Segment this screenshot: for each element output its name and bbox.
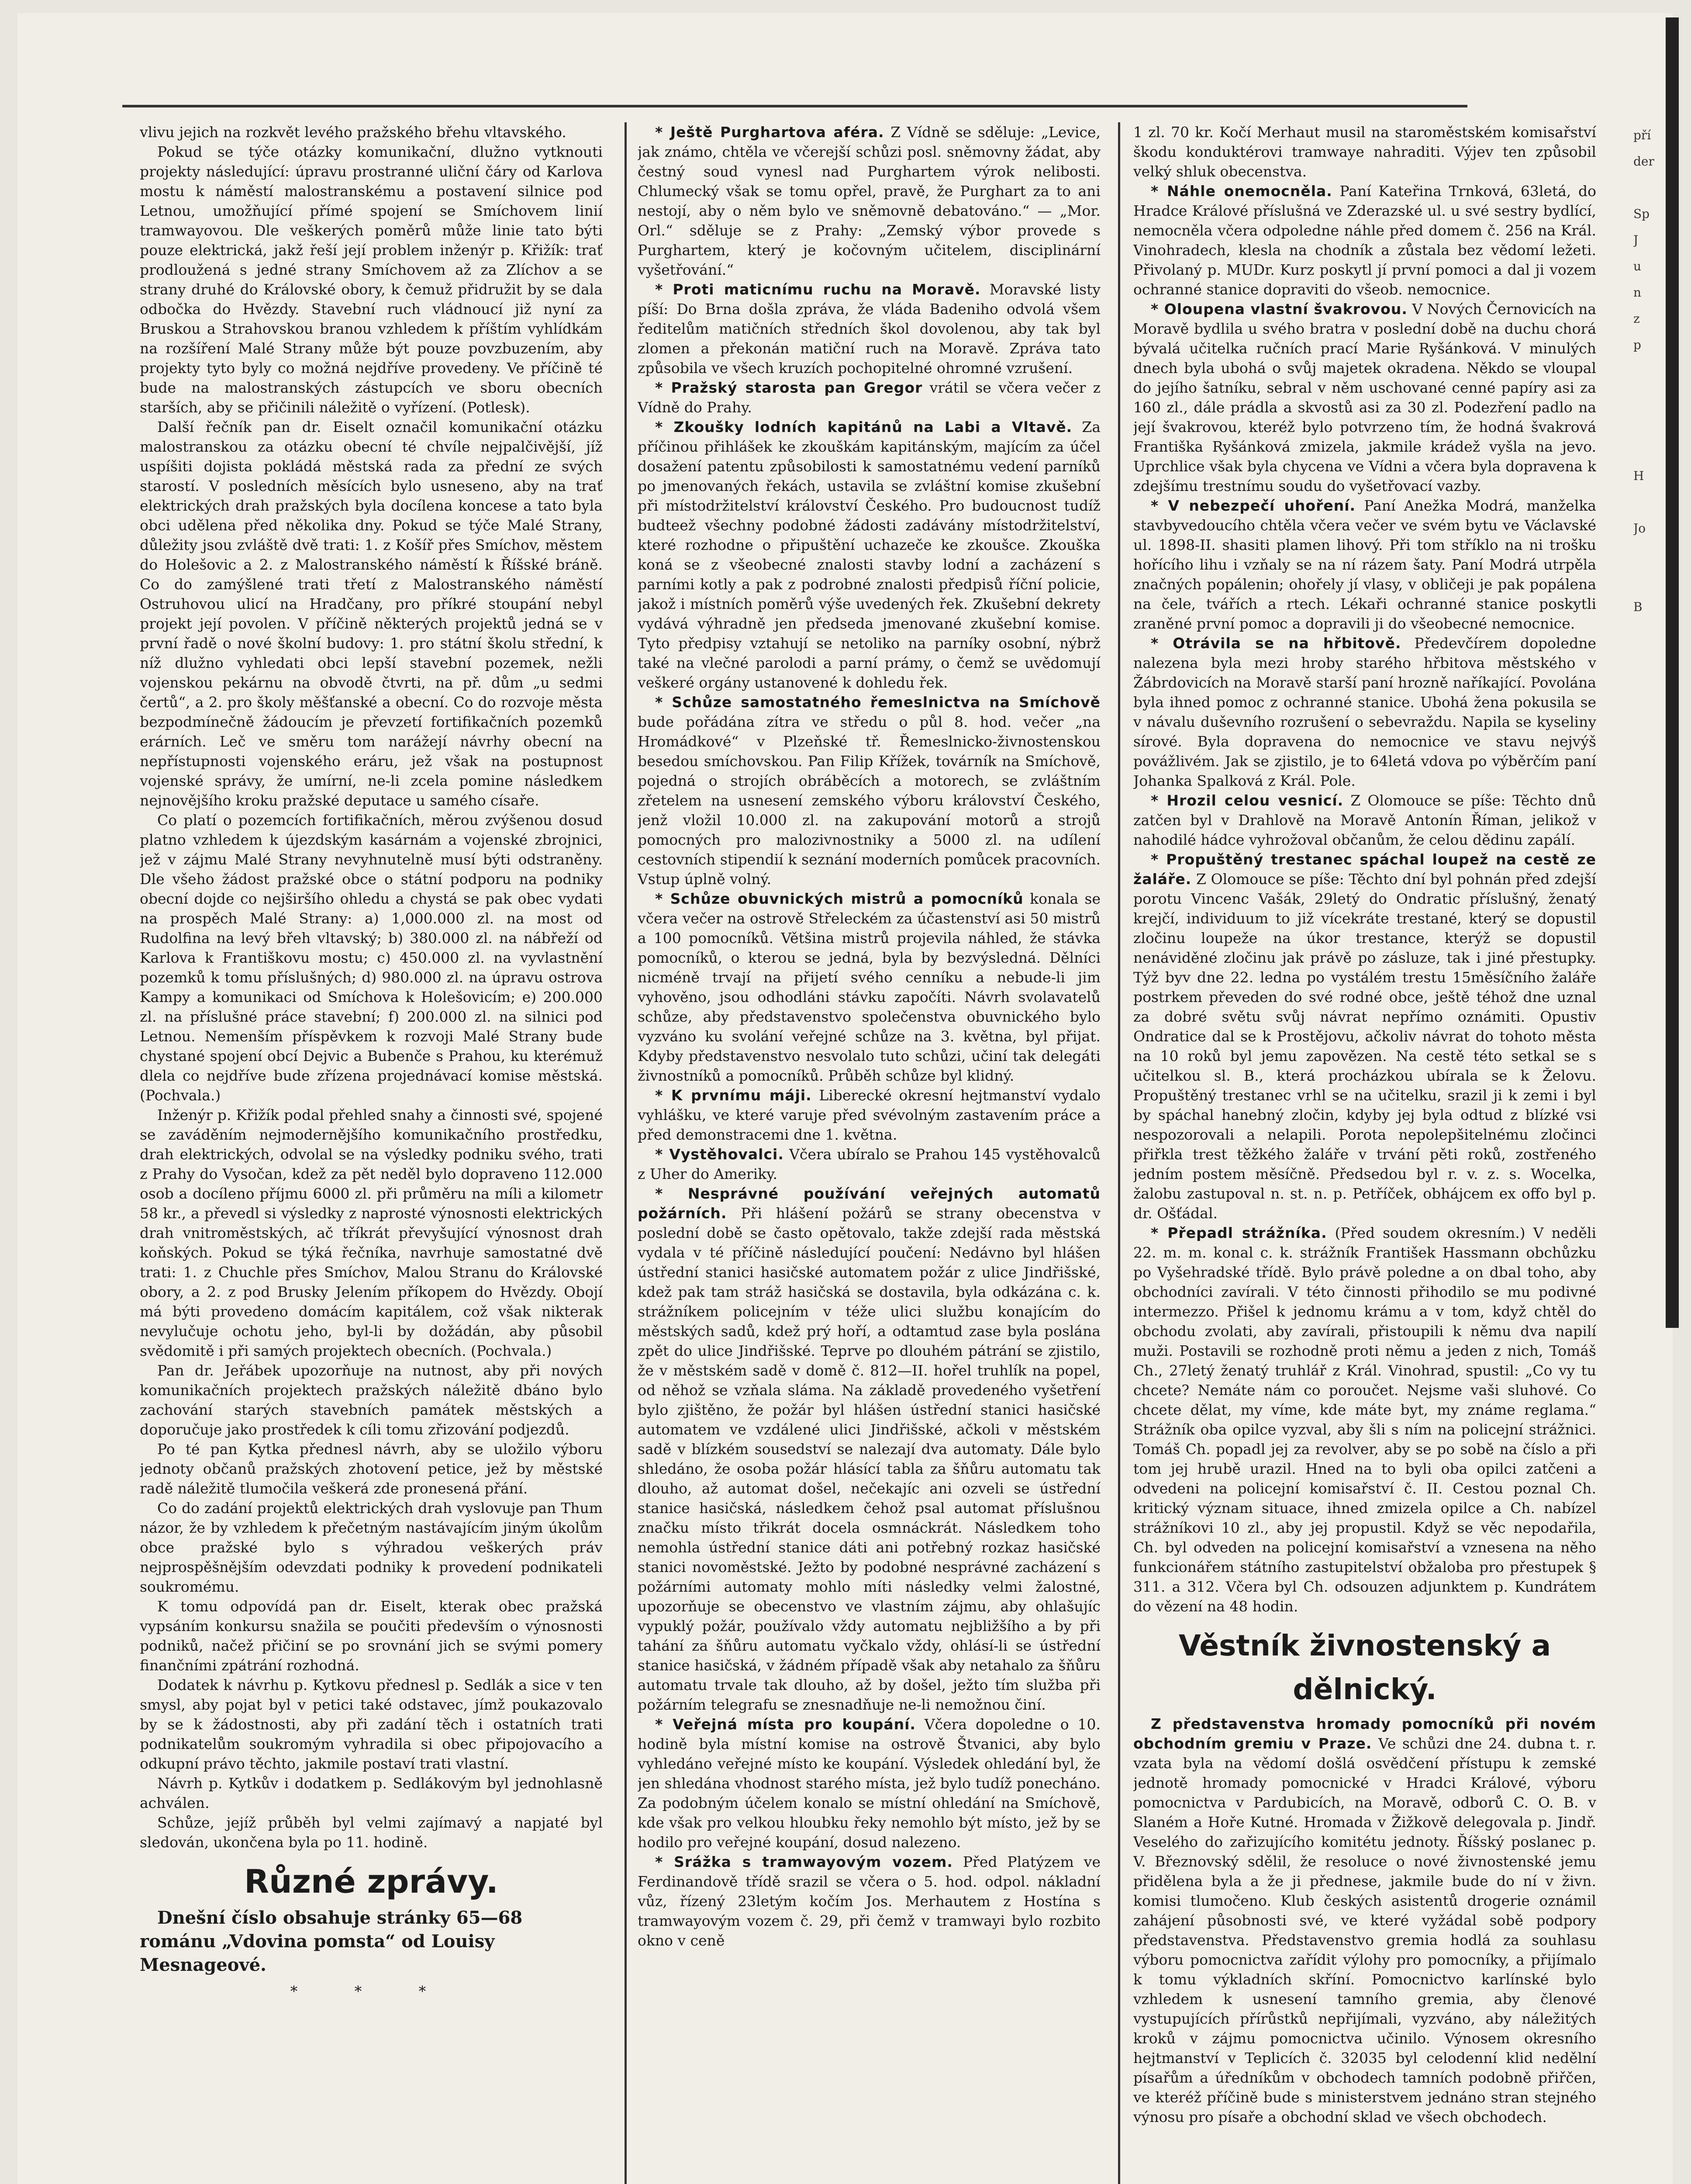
news-item <box>638 378 1101 417</box>
news-text: Moravské listy píší: Do Brna došla zpráva, že vláda Badeniho odvolá všem ředitelům matičních středních škol dovolenou, aby tak byl zlomen a překonán matiční ruch na Moravě. Zpráva tato způsobila ve všech kruzích pochopitelné ohromné vzrušení. <box>638 281 1101 377</box>
news-text: Z Olomouce se píše: Těchto dní byl pohnán před zdejší porotu Vincenc Vašák, 29letý do Ondratic příslušný, ženatý krejčí, individuum to již vícekráte trestané, který se dopustil zločinu loupeže na úkor trestance, kterýž se dopustil nenáviděné zločinu jak právě po zásluze, tak i jiné přestupky. Týž byv dne 22. ledna po vystálém trestu 15měsíčního žaláře postrkem převeden do své rodné obce, ještě téhož dne uznal za dobré světu svůj návrat nepřímo oznámiti. Opustiv Ondratice dal se k Prostějovu, ačkoliv návrat do tohoto města na 10 roků byl jemu zapovězen. Na cestě této setkal se s učitelkou sl. B., která procházkou ubírala se k Želovu. Propuštěný trestanec vrhl se na učitelku, srazil ji k zemi i byl by spáchal hanebný zločin, kdyby jej byla odtud z blízké vsi nespozorovali a nelapili. Porota nepolepšitelnému zločinci přiřkla trest těžkého žaláře v trvání pěti roků, zostřeného jedním postem měsíčně. Předsedou byl r. v. z. s. Wocelka, žalobu zastupoval n. st. n. p. Petříček, obhájcem ex offo byl p. dr. Ošťádal. <box>1133 871 1596 1222</box>
news-headline: * Přepadl strážníka. <box>1151 1224 1327 1241</box>
news-headline: * Nesprávné používání veřejných automatů požárních. <box>638 1185 1101 1222</box>
news-headline: * Náhle onemocněla. <box>1151 183 1332 200</box>
news-item <box>1133 791 1596 850</box>
binding-edge <box>1666 17 1679 1328</box>
news-text: Liberecké okresní hejtmanství vydalo vyhlášku, ve které varuje před svévolným zastavením práce a před demonstracemi dne 1. května. <box>638 1087 1101 1143</box>
edge-fragment: p <box>1633 338 1641 352</box>
news-text: Z Vídně se sděluje: „Levice, jak známo, chtěla ve včerejší schůzi posl. sněmovny žádat, aby čestný soud vynesl nad Purghartem výrok nelibosti. Chlumecký však se tomu opřel, pravě, že Purghart za to ani nestojí, aby o něm bylo ve sněmovně debatováno.“ — „Mor. Orl.“ sděluje se z Prahy: „Zemský výbor provede s Purghartem, který je kočovným učitelem, disciplinární vyšetřování.“ <box>638 124 1101 278</box>
news-text: (Před soudem okresním.) V neděli 22. m. m. konal c. k. strážník František Hassmann obchůzku po Vyšehradské třídě. Bylo právě poledne a on dbal toho, aby obchodníci zavírali. V této činnosti přihodilo se mu podivné intermezzo. Přišel k jednomu krámu a v tom, když chtěl do obchodu zvolati, aby zavírali, přistoupili k němu dva napilí muži. Postavili se rozhodně proti němu a jeden z nich, Tomáš Ch., 27letý ženatý truhlář z Král. Vinohrad, spustil: „Co vy tu chcete? Nemáte nám co poroučet. Nejsme vaši sluhové. Co chcete dělat, my víme, kde máte byt, my známe reglama.“ Strážník oba opilce vyzval, aby šli s ním na policejní strážnici. Tomáš Ch. popadl jej za revolver, aby se po sobě na číslo a při tom jej hrubě urazil. Hned na to byli oba opilci zatčeni a odvedeni na policejní komisařství č. II. Cestou poznal Ch. kritický význam situace, ihned zmizela opilce a Ch. nabízel strážníkovi 10 zl., aby jej propustil. Když se věc nepodařila, Ch. byl odveden na policejní komisařství a vznesena na něho funkcionářem státního zastupitelství obžaloba pro přestupek § 311. a 312. Včera byl Ch. odsouzen adjunktem p. Kundrátem do vězení na 48 hodin. <box>1133 1224 1596 1615</box>
news-item <box>638 1184 1101 1714</box>
edge-fragment: pří <box>1633 128 1651 142</box>
news-headline: * Hrozil celou vesnicí. <box>1151 792 1344 809</box>
news-text: 1 zl. 70 kr. Kočí Merhaut musil na staroměstském komisařství škodu konduktérovi tramwaye nahraditi. Výjev ten způsobil velký shluk obecenstva. <box>1133 124 1596 180</box>
section-heading: Různé zprávy. <box>244 1863 498 1901</box>
edge-fragment: H <box>1633 469 1644 483</box>
news-item <box>1133 850 1596 1223</box>
news-item <box>638 280 1101 378</box>
paragraph: Návrh p. Kytkův i dodatkem p. Sedlákovým byl jednohlasně achválen. <box>140 1775 603 1811</box>
news-text: Při hlášení požárů se strany obecenstva v poslední době se často opětovalo, takže zdejší rada městská vydala v té příčině následující poučení: Nedávno byl hlášen ústřední stanici hasičské automatem požár z ulice Jindřišské, kdež pak tam stráž hasičská se dostavila, byla odkázána c. k. strážníkem policejním v téže ulici službu konajícím do městských sadů, kdež prý hoří, a odtamtud zase byla poslána zpět do ulice Jindřišské. Teprve po dlouhém pátrání se zjistilo, že v městském sadě v domě č. 812—II. hořel truhlík na popel, od něhož se vzňala sláma. Na základě provedeného vyšetření bylo zjištěno, že požár byl hlášen ústřední stanici hasičské automatem ve vzdálené ulici Jindřišské, ačkoli v městském sadě v blízkém sousedství se nalezají dva automaty. Dále bylo shledáno, že osoba požár hlásící tabla za šňůru automatu tak dlouho, až automat došel, nečekajíc ani ozveli se ústřední stanice hasičská, následkem čehož psal automat příslušnou značku místo třikrát docela osmnáckrát. Následkem toho nemohla ústřední stanice dáti ani potřebný rozkaz hasičské stanici novoměstské. Ježto by podobné nesprávné zacházení s požárními automaty mohlo míti následky velmi žalostné, upozorňuje se obecenstvo ve vlastním zájmu, aby ohlašujíc vypuklý požár, používalo vždy automatu nejbližšího a by při tahání za šňůru automatu vyčkalo vždy, ohlásí-li se ústřední stanice hasičská, v žádném případě však aby netahalo za šňůru automatu trvale tak dlouho, až by došel, ježto tím služba při požárním telegrafu se znesnadňuje ne-li nemožnou činí. <box>638 1205 1101 1713</box>
news-item <box>638 889 1101 1085</box>
edge-fragment: B <box>1633 600 1643 614</box>
news-item <box>638 1085 1101 1144</box>
news-item <box>638 1852 1101 1950</box>
news-item <box>1133 633 1596 791</box>
news-text: V Nových Černovicích na Moravě bydlila u svého bratra v poslední době na duchu chorá bývalá učitelka ručních prací Marie Ryšánková. V minulých dnech byla ubohá o svůj majetek okradena. Někdo se vloupal do jejího šatníku, sebral v něm uschované cenné papíry asi za 160 zl., dále prádla a skvostů asi za 30 zl. Podezření padlo na její švakrovou, kteréž bylo potvrzeno tím, že hodná švakrová Františka Ryšánková zmizela, jakmile krádež vyšla na jevo. Uprchlice však byla chycena ve Vídni a včera byla dopravena k zdejšímu trestnímu soudu do vyšetřovací vazby. <box>1133 301 1596 494</box>
news-headline: * Veřejná místa pro koupání. <box>655 1716 916 1733</box>
paragraph: Pokud se týče otázky komunikační, dlužno vytknouti projekty následující: úpravu prostranné uliční čáry od Karlova mostu k náměstí malostranskému a postavení silnice pod Letnou, umožňující přímé spojení se Smíchovem linií tramwayovou. Dle veškerých poměrů může linie tato býti pouze elektrická, jakž řeší její problem inženýr p. Křižík: trať prodloužená s jedné strany Smíchovem až za Zlíchov a se strany druhé do Královské obory, k čemuž přidružit by se dala odbočka do Hvězdy. Stavební ruch vládnoucí již nyní za Bruskou a Strahovskou branou vzhledem k příštím vyhlídkám na rozšíření Malé Strany může být pouze povzbuzením, aby projekty tyto byly co možná nejdříve provedeny. Ve příčině té bude na malostranských zástupcích ve sboru obecních starších, aby se přičinili náležitě o vyřízení. (Potlesk). <box>140 143 603 416</box>
news-text: bude pořádána zítra ve středu o půl 8. hod. večer „na Hromádkové“ v Plzeňské tř. Řemeslnicko-živnostenskou besedou smíchovskou. Pan Filip Křížek, továrník na Smíchově, pojedná o strojích obráběcích a motorech, se zvláštním zřetelem na usnesení zemského výboru království Českého, jenž vložil 10.000 zl. na zakupování motorů a strojů pomocných pro malozivnostniky a 5000 zl. na udílení cestovních stipendií k seznání moderních pomůcek pracovních. Vstup úplně volný. <box>638 713 1101 888</box>
news-headline: * Pražský starosta pan Gregor <box>655 379 923 396</box>
news-item <box>638 417 1101 692</box>
paragraph: Schůze, jejíž průběh byl velmi zajímavý a napjaté byl sledován, ukončena byla po 11. hodině. <box>140 1814 603 1851</box>
news-headline: * V nebezpečí uhoření. <box>1151 497 1356 514</box>
news-headline: * Otrávila se na hřbitově. <box>1151 635 1401 652</box>
edge-fragment: J <box>1633 233 1639 247</box>
paragraph: Další řečník pan dr. Eiselt označil komunikační otázku malostranskou za otázku obecní té chvíle nejpalčivější, jíž uspíšiti dojista pokládá městská rada za přední ze svých starostí. V posledních měsících bylo usneseno, aby na trať elektrických drah pražských byla docílena koncese a tato byla obci udělena před několika dny. Pokud se týče Malé Strany, důležity jsou zvláště dvě trati: 1. z Košíř přes Smíchov, městem do Holešovic a 2. z Malostranského náměstí k Říšské bráně. Co do zamýšlené trati třetí z Malostranského náměstí Ostruhovou ulicí na Hradčany, pro příkré stoupání nebyl projekt její povolen. V příčině některých projektů jedná se v první řadě o nové školní budovy: 1. pro státní školu střední, k níž dlužno vyhledati obci lepší stavební pozemek, nežli vojenskou pekárnu na obvodě čtvrti, na př. dům „u sedmi čertů“, a 2. pro školy měšťanské a obecní. Co do rozvoje města bezpodmínečně žádoucím je převzetí fortifikačních pozemků erárních. Leč ve směru tom narážejí návrhy obecní na nepřístupnosti vojenského eráru, jež však na postupnost vojenské správy, že umírní, ne-li zcela pomine následkem nejnovějšího kroku pražské deputace u samého císaře. <box>140 418 603 809</box>
paragraph: Co do zadání projektů elektrických drah vyslovuje pan Thum názor, že by vzhledem k přečetným nastávajícím jiným úkolům obce pražské bylo s výhradou veškerých práv nejprospěšnějším odevzdati podniky k provedení podnikateli soukromému. <box>140 1500 603 1595</box>
news-headline: * Schůze samostatného řemeslnictva na Smíchově <box>655 694 1101 711</box>
edge-fragment: der <box>1633 154 1654 169</box>
news-text: Z Olomouce se píše: Těchto dnů zatčen byl v Drahlově na Moravě Antonín Říman, jelikož v nahodilé hádce vyhrožoval občanům, že celou dědinu zapálí. <box>1133 792 1596 848</box>
news-item <box>638 1144 1101 1184</box>
news-text: konala se včera večer na ostrově Střeleckém za účastenství asi 50 mistrů a 100 pomocníků. Většina mistrů projevila náhled, že stávka pomocníků, o kterou se jedná, byla by bezvýsledná. Dělníci nicméně trvají na přijetí svého cenníku a nebude-li jim vyhověno, jsou odhodláni stávku započíti. Návrh svolavatelů schůze, aby představenstvo společenstva obuvnického bylo vyzváno ku svolání veřejné schůze na 3. května, byl přijat. Kdyby představenstvo nesvolalo tuto schůzi, učiní tak delegáti živnostníků a pomocníků. Průběh schůze byl klidný. <box>638 890 1101 1084</box>
newspaper-page <box>17 13 1673 2184</box>
column-3 <box>1133 122 1596 2184</box>
news-text: Paní Kateřina Trnková, 63letá, do Hradce Králové příslušná ve Zderazské ul. u své sestry bydlící, nemocněla včera odpoledne náhle před domem č. 256 na Král. Vinohradech, klesla na chodník a zůstala bez vědomí ležeti. Přivolaný p. MUDr. Kurz poskytl jí první pomoci a dal ji vozem ochranné stanice dopraviti do všeob. nemocnice. <box>1133 183 1596 298</box>
news-text: Paní Anežka Modrá, manželka stavbyvedoucího chtěla včera večer ve svém bytu ve Václavské ul. 1898-II. shasiti plamen lihový. Při tom stříklo na ni trošku hořícího lihu i vzňaly se na ní rázem šaty. Paní Modrá utrpěla značných popálenin; ohořely jí vlasy, v obličeji je pak popálena na čele, tvářích a rtech. Lékaři ochranné stanice poskytli zraněné první pomoc a dopravili ji do všeobecné nemocnice. <box>1133 497 1596 632</box>
news-headline: * Oloupena vlastní švakrovou. <box>1151 301 1408 318</box>
paragraph: Inženýr p. Křižík podal přehled snahy a činnosti své, spojené se zaváděním nejmodernějšího komunikačního prostředku, drah elektrických, odvolal se na výsledky podniku svého, trati z Prahy do Vysočan, kdež za pět neděl bylo dopraveno 112.000 osob a docíleno příjmu 6000 zl. při průměru na míli a kilometr 58 kr., a převedl si výsledky z naprosté výnosnosti elektrických drah vnitroměstských, ač tříkrát převyšující výnosnost drah koňských. Pokud se týká řečníka, navrhuje samostatné dvě trati: 1. z Chuchle přes Smíchov, Malou Stranu do Královské obory, a 2. z pod Brusky Jelením příkopem do Hvězdy. Obojí má býti provedeno domácím kapitálem, což však nikterak nevylučuje ochotu jeho, byl-li by dožádán, aby působil svědomitě i při samých projektech obecních. (Pochvala.) <box>140 1106 603 1359</box>
edge-fragment: n <box>1633 285 1642 300</box>
news-text: Včera dopoledne o 10. hodině byla místní komise na ostrově Štvanici, aby bylo vyhledáno veřejné místo ke koupání. Výsledek ohledání byl, že jen shledána vhodnost starého místa, jež bylo tudíž ponecháno. Za podobným účelem konalo se místní ohledání na Smíchově, kde však pro velkou hloubku řeky nemohlo být místo, jež by se hodilo pro veřejné koupání, dosud nalezeno. <box>638 1716 1101 1851</box>
news-text: vrátil se včera večer z Vídně do Prahy. <box>638 379 1101 416</box>
news-item <box>638 692 1101 889</box>
column-2 <box>638 122 1101 2184</box>
paragraph: vlivu jejich na rozkvět levého pražského břehu vltavského. <box>140 124 566 141</box>
news-headline: * Propuštěný trestanec spáchal loupež na cestě ze žaláře. <box>1133 851 1596 888</box>
news-text: Před Platýzem ve Ferdinandově třídě srazil se včera o 5. hod. odpol. nákladní vůz, řízený 23letým kočím Jos. Merhautem z Hostína s tramwayovým vozem č. 29, při čemž v tramwayi bylo rozbito okno v ceně <box>638 1853 1101 1949</box>
news-headline: * Schůze obuvnických mistrů a pomocníků <box>655 890 1024 907</box>
edge-fragment: u <box>1633 259 1642 273</box>
edge-fragment: Sp <box>1633 207 1650 221</box>
news-text: Ve schůzi dne 24. dubna t. r. vzata byla na vědomí došlá osvědčení přístupu k zemské jednotě hromady pomocnické v Hradci Králové, výboru pomocnictva v Pardubicích, na Moravě, odborů C. O. B. v Slaném a Hoře Kutné. Hromada v Žižkově delegovala p. Jindř. Veselého do zařizujícího komitétu jednoty. Říšský poslanec p. V. Březnovský sdělil, že resoluce o nové živnostenské jemu přidělena byla a že ji přednese, jakmile bude do ní v živn. komisi tlumočeno. Klub českých asistentů drogerie oznámil zahájení působnosti své, ve které vyžádal sobě podpory představenstva. Představenstvo gremia hodlá za souhlasu výboru pomocnictva zařídit výlohy pro pomocníky, a přijímalo k tomu výkladních skříní. Pomocnictvo karlínské bylo vzhledem k usnesení tamního gremia, aby členové vystupujících přírůstků nepřijímali, vyzváno, aby náležitých kroků v zájmu pomocnictva učinilo. Výnosem okresního hejtmanství v Teplicích č. 32035 byl celodenní klid nedělní písařům a úředníkům v obchodech tamních podobně přiřčen, ve kteréž příčině bude s ministerstvem jednáno stran stejného výnosu pro písaře a obchodní sklad ve všech obchodech. <box>1133 1735 1596 2125</box>
news-headline: * Srážka s tramwayovým vozem. <box>655 1853 953 1870</box>
news-item <box>638 122 1101 280</box>
news-headline: * Vystěhovalci. <box>655 1146 784 1163</box>
paragraph: K tomu odpovídá pan dr. Eiselt, kterak obec pražská vypsáním konkursu snažila se poučiti především o výnosnosti podniků, načež přičiní se po srovnání jich se svými pomery finančními zpátrání rozhodná. <box>140 1598 603 1674</box>
news-text: Předevčírem dopoledne nalezena byla mezi hroby starého hřbitova městského v Žábrdovicích na Moravě starší paní hrozně naříkající. Povolána byla ihned pomoc z ochranné stanice. Ubohá žena pokusila se v návalu duševního rozrušení o sebevraždu. Napila se kyseliny sírové. Byla dopravena do nemocnice ve stavu nejvýš povážlivém. Jak se zjistilo, je to 64letá vdova po výběrčím paní Johanka Spalková z Král. Pole. <box>1133 635 1596 789</box>
news-item <box>1133 496 1596 633</box>
edge-fragment: z <box>1633 311 1640 326</box>
news-headline: * K prvnímu máji. <box>655 1087 812 1104</box>
edge-fragment: Jo <box>1633 521 1646 536</box>
column-1 <box>140 122 603 2184</box>
column-rule-2 <box>1118 122 1120 2184</box>
news-text: Za příčinou přihlášek ke zkouškám kapitánským, majícím za účel dosažení patentu způsobilosti k samostatnému vedení parníků po jmenovaných řekách, ustavila se zvláštní komise zkušební při místodržitelství království Českého. Pro budoucnost tudíž budteež všechny podobné žádosti zadávány místodržitelství, které rozhodne o připuštění uchazeče ke zkoušce. Zkouška koná se z všeobecné znalosti stavby lodní a zacházení s parními kotly a pak z podrobné znalosti předpisů říční policie, jakož i místních poměrů výše uvedených řek. Zkušební dekrety vydává výhradně jen předseda jmenované zkušební komise. Tyto předpisy vztahují se netoliko na parníky osobní, nýbrž také na vlečné parolodi a parní prámy, o čemž se uvědomují veškeré orgány ustanovené k dohledu řek. <box>638 418 1101 691</box>
paragraph: Po té pan Kytka přednesl návrh, aby se uložilo výboru jednoty občanů pražských zhotovení petice, jež by městské radě náležitě tlumočila veškerá zde pronesená přání. <box>140 1441 603 1497</box>
paragraph: Dnešní číslo obsahuje stránky 65—68 románu „Vdovina pomsta“ od Louisy Mesnageové. <box>140 1908 523 1975</box>
news-item <box>1133 122 1596 181</box>
news-item <box>638 1714 1101 1852</box>
top-rule <box>122 105 1467 107</box>
column-rule-1 <box>625 122 627 2184</box>
news-headline: * Ještě Purghartova aféra. <box>655 124 884 141</box>
separator-stars: * * * <box>290 1983 452 2000</box>
news-item <box>1133 299 1596 496</box>
section-heading: Věstník živnostenský a dělnický. <box>1178 1629 1551 1706</box>
news-headline: * Proti maticnímu ruchu na Moravě. <box>655 281 981 298</box>
news-item <box>1133 181 1596 299</box>
paragraph: Pan dr. Jeřábek upozorňuje na nutnost, aby při nových komunikačních projektech pražských náležitě dbáno bylo zachování starých stavebních památek městských a doporučuje jako prostředek k cíli tomu zřizování podjezdů. <box>140 1362 603 1438</box>
news-text: Včera ubíralo se Prahou 145 vystěhovalců z Uher do Ameriky. <box>638 1146 1101 1182</box>
paragraph: Dodatek k návrhu p. Kytkovu přednesl p. Sedlák a sice v ten smysl, aby pojat byl v petici také odstavec, jímž poukazovalo by se k žádostnosti, aby při zadání těch i ostatních trati podnikatelům soukromým vyhradila si obec připojovacího a odkupní právo těchto, jakmile postaví trati vlastní. <box>140 1676 603 1772</box>
paragraph: Co platí o pozemcích fortifikačních, měrou zvýšenou dosud platno vzhledem k újezdským kasárnám a vojenské zbrojnici, jež v zájmu Malé Strany nevyhnutelně musí býti odstraněny. Dle všeho žádost pražské obce o státní podporu na podniky obecní dojde co nejširšího ohledu a chystá se pak obec vydati na prospěch Malé Strany: a) 1,000.000 zl. na most od Rudolfina na levý břeh vltavský; b) 380.000 zl. na nábřeží od Karlova k Františkovu mostu; c) 450.000 zl. na vyvlastnění pozemků k tomu příslušných; d) 980.000 zl. na úpravu ostrova Kampy a komunikaci od Smíchova k Holešovicím; e) 200.000 zl. na příslušné práce stavební; f) 200.000 zl. na silnici pod Letnou. Nemenším příspěvkem k rozvoji Malé Strany bude chystané spojení obcí Dejvic a Bubenče s Prahou, ku kterémuž dlela co nejdříve bude zřízena projednávací komise městská. (Pochvala.) <box>140 812 603 1104</box>
news-item <box>1133 1714 1596 2127</box>
news-item <box>1133 1223 1596 1616</box>
news-headline: Z představenstva hromady pomocníků při novém obchodním gremiu v Praze. <box>1133 1715 1596 1752</box>
news-headline: * Zkoušky lodních kapitánů na Labi a Vltavě. <box>655 418 1073 435</box>
